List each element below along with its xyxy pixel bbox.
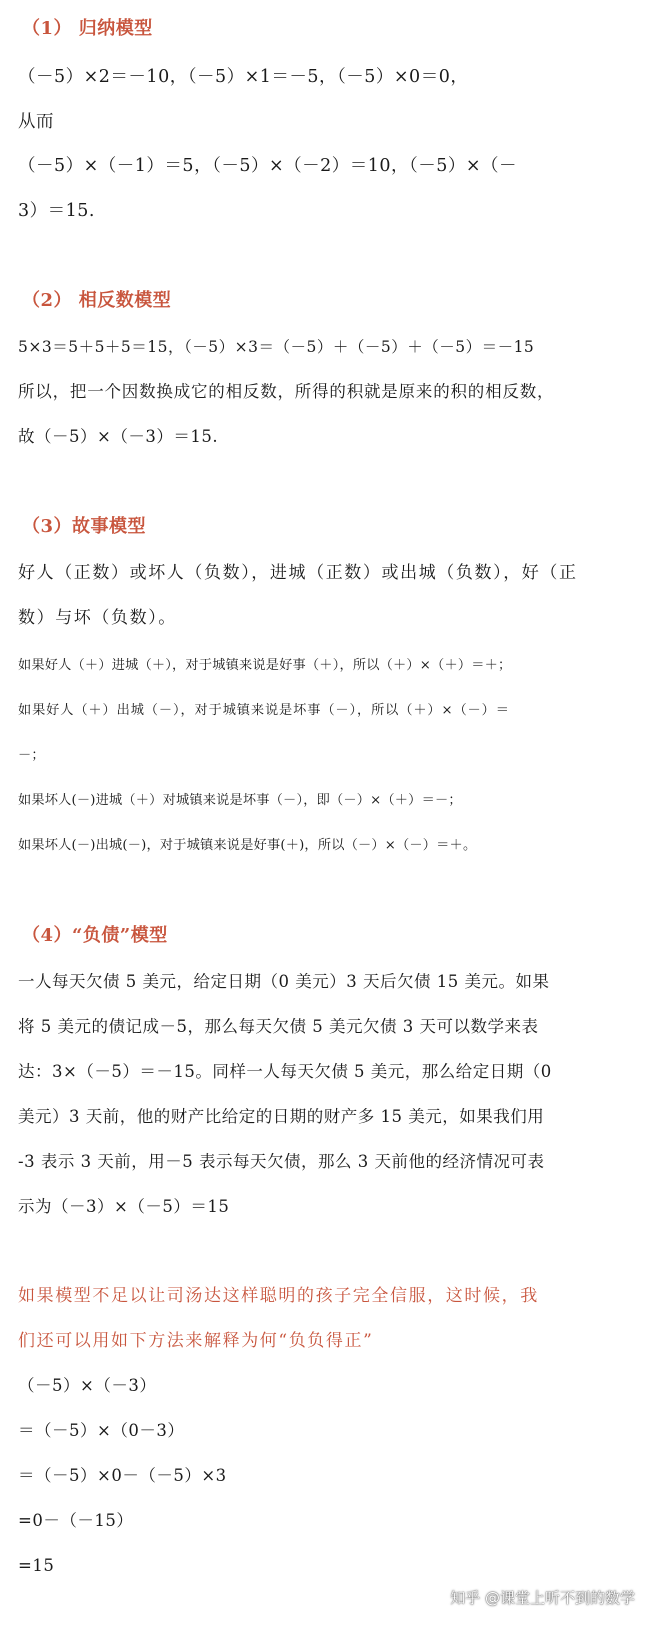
section-1-line: （－5）×2＝－10，（－5）×1＝－5，（－5）×0＝0， bbox=[18, 67, 469, 87]
source-watermark: 知乎 @课堂上听不到的数学 bbox=[450, 1589, 635, 1607]
derivation-line: （－5）×（－3） bbox=[18, 1376, 157, 1395]
section-3-small-line: 如果坏人(－)进城（＋）对城镇来说是坏事（－），即（－）×（＋）＝－； bbox=[18, 793, 462, 808]
section-3-small-line: 如果坏人(－)出城(－)，对于城镇来说是好事(＋)，所以（－）×（－）＝＋。 bbox=[18, 838, 477, 853]
section-2-line: 故（－5）×（－3）＝15. bbox=[18, 427, 219, 446]
derivation-line: ＝（－5）×0－（－5）×3 bbox=[18, 1466, 227, 1485]
section-4-line: 一人每天欠债 5 美元，给定日期（0 美元）3 天后欠债 15 美元。如果 bbox=[18, 972, 550, 991]
section-4-heading: （4）“负债”模型 bbox=[22, 925, 168, 946]
section-1-line: 3）＝15. bbox=[18, 201, 95, 221]
section-2-line: 5×3＝5＋5＋5＝15，（－5）×3＝（－5）＋（－5）＋（－5）＝－15 bbox=[18, 338, 535, 356]
section-1-line: （－5）×（－1）＝5，（－5）×（－2）＝10，（－5）×（－ bbox=[18, 156, 518, 176]
derivation-line: =0－（－15） bbox=[18, 1511, 134, 1530]
section-3-line: 数）与坏（负数）。 bbox=[18, 608, 177, 628]
section-4-line: -3 表示 3 天前，用－5 表示每天欠债，那么 3 天前他的经济情况可表 bbox=[18, 1152, 545, 1171]
section-2-heading: （2） 相反数模型 bbox=[22, 290, 172, 311]
section-4-line: 美元）3 天前，他的财产比给定的日期的财产多 15 美元，如果我们用 bbox=[18, 1107, 545, 1126]
derivation-line: =15 bbox=[18, 1556, 55, 1575]
section-3-small-line: 如果好人（＋）进城（＋），对于城镇来说是好事（＋），所以（＋）×（＋）＝＋； bbox=[18, 658, 512, 673]
section-1-heading: （1） 归纳模型 bbox=[22, 18, 153, 39]
section-4-line: 达：3×（－5）＝－15。同样一人每天欠债 5 美元，那么给定日期（0 bbox=[18, 1062, 552, 1081]
section-3-small-line: －； bbox=[18, 748, 45, 763]
section-4-line: 示为（－3）×（－5）＝15 bbox=[18, 1197, 230, 1216]
section-4-line: 将 5 美元的债记成－5，那么每天欠债 5 美元欠债 3 天可以数学来表 bbox=[18, 1017, 539, 1036]
section-1-line: 从而 bbox=[18, 112, 54, 132]
section-3-line: 好人（正数）或坏人（负数），进城（正数）或出城（负数），好（正 bbox=[18, 563, 578, 583]
conclusion-line: 们还可以用如下方法来解释为何“负负得正” bbox=[18, 1331, 374, 1351]
section-2-line: 所以，把一个因数换成它的相反数，所得的积就是原来的积的相反数， bbox=[18, 382, 555, 401]
conclusion-line: 如果模型不足以让司汤达这样聪明的孩子完全信服，这时候，我 bbox=[18, 1286, 539, 1306]
section-3-heading: （3）故事模型 bbox=[22, 516, 147, 537]
derivation-line: ＝（－5）×（0－3） bbox=[18, 1421, 185, 1440]
section-3-small-line: 如果好人（＋）出城（－），对于城镇来说是坏事（－），所以（＋）×（－）＝ bbox=[18, 703, 510, 718]
